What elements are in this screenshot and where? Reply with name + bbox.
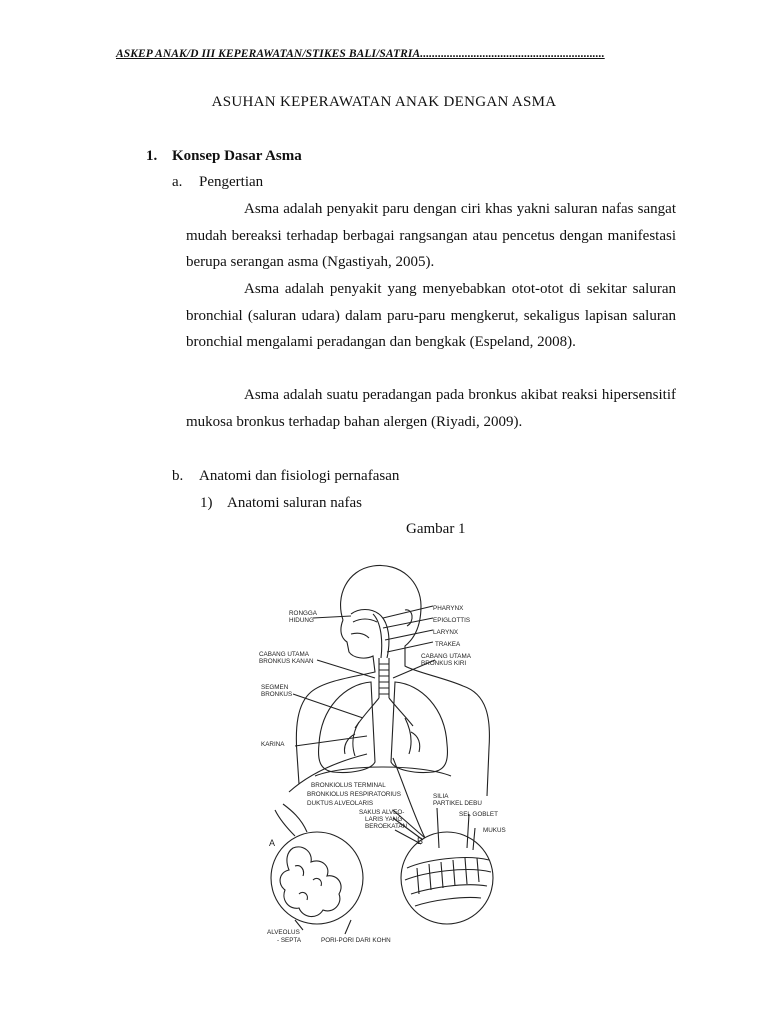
label-trakea: TRAKEA bbox=[435, 641, 461, 648]
section-number: 1. bbox=[146, 148, 158, 164]
label-silia: SILIA bbox=[433, 793, 449, 800]
item-1-number: 1) bbox=[200, 495, 213, 511]
respiratory-anatomy-figure bbox=[255, 548, 525, 964]
label-sakus-1: SAKUS ALVEO- bbox=[359, 809, 405, 816]
label-pharynx: PHARYNX bbox=[433, 605, 464, 612]
head-outline bbox=[341, 565, 490, 796]
label-rongga-2: HIDUNG bbox=[289, 617, 314, 624]
label-partikel-debu: PARTIKEL DEBU bbox=[433, 800, 482, 807]
subsection-a-letter: a. bbox=[172, 174, 183, 190]
item-1-label: Anatomi saluran nafas bbox=[227, 495, 362, 511]
definition-paragraph-1: Asma adalah penyakit paru dengan ciri khas yakni saluran nafas sangat mudah bereaksi terhadap berbagai rangsangan atau pencetus dengan manifestasi berupa serangan asma (Ngastiyah, 2005). bbox=[186, 201, 676, 270]
label-sakus-2: LARIS YANG bbox=[365, 816, 403, 823]
right-lung-outline bbox=[319, 682, 375, 773]
label-rongga-1: RONGGA bbox=[289, 610, 317, 617]
label-cabang-kiri-1: CABANG UTAMA bbox=[421, 653, 471, 660]
label-karina: KARINA bbox=[261, 741, 285, 748]
subsection-b-label: Anatomi dan fisiologi pernafasan bbox=[199, 468, 400, 484]
label-duktus-alveolaris: DUKTUS ALVEOLARIS bbox=[307, 800, 374, 807]
label-mukus: MUKUS bbox=[483, 827, 506, 834]
label-panel-b: B bbox=[417, 836, 424, 846]
subsection-b-letter: b. bbox=[172, 468, 184, 484]
definition-paragraph-2: Asma adalah penyakit yang menyebabkan otot-otot di sekitar saluran bronchial (saluran udara) dalam paru-paru mengkerut, sekaligus lapisan saluran bronchial mengalami peradangan dan bengkak (Espeland, 2008). bbox=[186, 281, 676, 350]
label-alveolus-1: ALVEOLUS bbox=[267, 929, 300, 936]
definition-paragraph-3: Asma adalah suatu peradangan pada bronkus akibat reaksi hipersensitif mukosa bronkus terhadap bahan alergen (Riyadi, 2009). bbox=[186, 387, 676, 430]
document-title: ASUHAN KEPERAWATAN ANAK DENGAN ASMA bbox=[211, 94, 557, 110]
label-larynx: LARYNX bbox=[433, 629, 459, 636]
left-lung-outline bbox=[391, 682, 447, 773]
label-cabang-kiri-2: BRONKUS KIRI bbox=[421, 660, 467, 667]
label-bronkiolus-respiratorius: BRONKIOLUS RESPIRATORIUS bbox=[307, 791, 401, 798]
running-header: ASKEP ANAK/D III KEPERAWATAN/STIKES BALI/SATRIA.............................................................. bbox=[116, 48, 605, 60]
label-sel-goblet: SEL GOBLET bbox=[459, 811, 498, 818]
label-bronkiolus-terminal: BRONKIOLUS TERMINAL bbox=[311, 782, 386, 789]
label-alveolus-2: - SEPTA bbox=[277, 937, 302, 944]
anatomy-illustration bbox=[255, 548, 525, 964]
label-sakus-3: BEROEKATAN bbox=[365, 823, 408, 830]
label-segmen-2: BRONKUS bbox=[261, 691, 293, 698]
label-epiglottis: EPIGLOTTIS bbox=[433, 617, 471, 624]
subsection-a-label: Pengertian bbox=[199, 174, 264, 190]
label-panel-a: A bbox=[269, 838, 276, 848]
label-cabang-kanan-1: CABANG UTAMA bbox=[259, 651, 309, 658]
section-title: Konsep Dasar Asma bbox=[172, 148, 302, 164]
label-cabang-kanan-2: BRONKUS KANAN bbox=[259, 658, 314, 665]
label-segmen-1: SEGMEN bbox=[261, 684, 289, 691]
figure-caption: Gambar 1 bbox=[406, 521, 466, 537]
label-pori-pori: PORI-PORI DARI KOHN bbox=[321, 937, 391, 944]
